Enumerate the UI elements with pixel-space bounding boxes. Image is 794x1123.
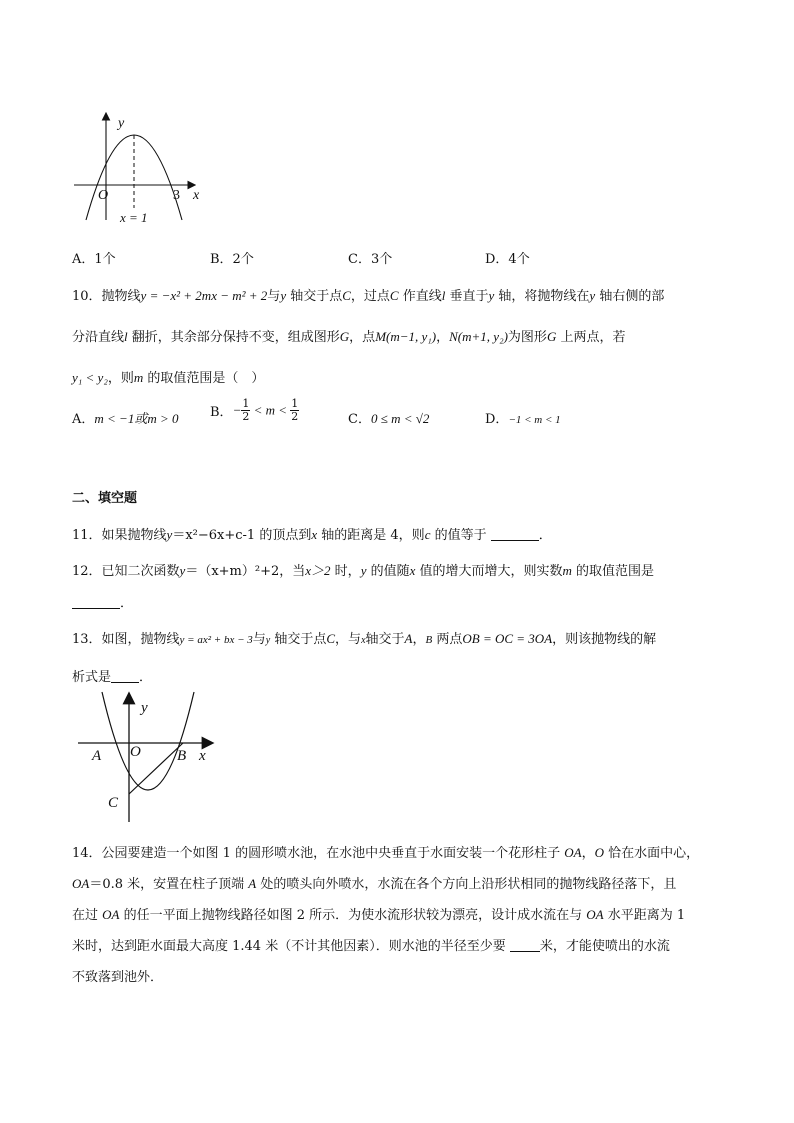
fraction: $\frac{1}{2}$ (291, 397, 299, 423)
q14-line-2: OA＝0.8 米，安置在柱子顶端 A 处的喷头向外喷水，水流在各个方向上沿形状相同的抛物线路径落下，且 (72, 876, 677, 892)
q12-line-1: 12．已知二次函数y＝（x+m）²+2，当x＞2 时，y 的值随x 值的增大而增大，则实数m 的取值范围是 (72, 563, 655, 579)
q10-line-2: 分沿直线l 翻折，其余部分保持不变，组成图形G，点M(m−1, y₁)，N(m+1, y₂)为图形G 上两点，若 (72, 329, 626, 345)
origin-label: O (98, 188, 109, 203)
answer-blank[interactable] (510, 939, 540, 952)
q9-options (72, 248, 672, 266)
q14-line-5: 不致落到池外． (72, 970, 164, 985)
q10-equation: y = −x² + 2mx − m² + 2 (140, 288, 268, 303)
q11-text: 11．如果抛物线y＝x²−6x+c-1 的顶点到x 轴的距离是 4，则c 的值等于 ． (72, 527, 552, 543)
q13-parabola-figure (74, 690, 224, 825)
q13-line-2: 析式是 ． (72, 670, 153, 685)
q14-line-1: 14．公园要建造一个如图 1 的圆形喷水池，在水池中央垂直于水面安装一个花形柱子 OA，O 恰在水面中心， (72, 845, 700, 861)
q10-option-d[interactable]: D．−1 < m < 1 (485, 412, 561, 427)
q9-option-c[interactable]: C．3个 (348, 252, 393, 267)
origin-label: O (130, 744, 141, 760)
q10-options (72, 398, 692, 438)
point-b-label: B (177, 748, 187, 764)
point-n: N(m+1, y₂) (449, 329, 508, 344)
fraction: $\frac{1}{2}$ (242, 397, 250, 423)
q10-option-c[interactable]: C．0 ≤ m < √2 (348, 411, 430, 427)
y-axis-label: y (141, 700, 148, 716)
q9-parabola-figure (70, 108, 210, 228)
q13-line-1: 13．如图，抛物线y = ax² + bx − 3与y 轴交于点C，与x轴交于A，B 两点OB = OC = 3OA，则该抛物线的解 (72, 631, 657, 647)
q9-option-a[interactable]: A．1个 (72, 252, 116, 267)
q12-line-2: ． (72, 592, 133, 611)
point-a-label: A (92, 748, 102, 764)
x-axis-label: x (199, 748, 206, 764)
point-m: M(m−1, y₁) (375, 329, 437, 344)
answer-blank[interactable] (111, 670, 139, 683)
q9-option-b[interactable]: B．2个 (210, 252, 254, 267)
answer-blank[interactable] (491, 528, 539, 541)
q14-line-4: 米时，达到距水面最大高度 1.44 米（不计其他因素）．则水池的半径至少要 米，才能使喷出的水流 (72, 939, 670, 954)
section-heading: 二、填空题 (72, 491, 138, 506)
q10-option-a[interactable]: A．m < −1或m > 0 (72, 411, 179, 427)
q10-option-b[interactable]: B．− $\frac{1}{2}$ < m < $\frac{1}{2}$ (210, 397, 299, 423)
q10-line-1: 10．抛物线y = −x² + 2mx − m² + 2与y 轴交于点C，过点C 作直线l 垂直于y 轴，将抛物线在y 轴右侧的部 (72, 288, 665, 304)
answer-blank[interactable] (72, 596, 120, 609)
symmetry-label: x = 1 (120, 210, 148, 225)
point-c-label: C (108, 795, 119, 811)
q10-line-3: y₁ < y₂，则m 的取值范围是（ ） (72, 370, 265, 386)
q14-line-3: 在过 OA 的任一平面上抛物线路径如图 2 所示．为使水流形状较为漂亮，设计成水流在与 OA 水平距离为 1 (72, 907, 686, 923)
x-axis-label: x (193, 188, 200, 203)
y-axis-label: y (118, 116, 125, 131)
root-label: 3 (173, 188, 180, 203)
q9-option-d[interactable]: D．4个 (485, 252, 530, 267)
